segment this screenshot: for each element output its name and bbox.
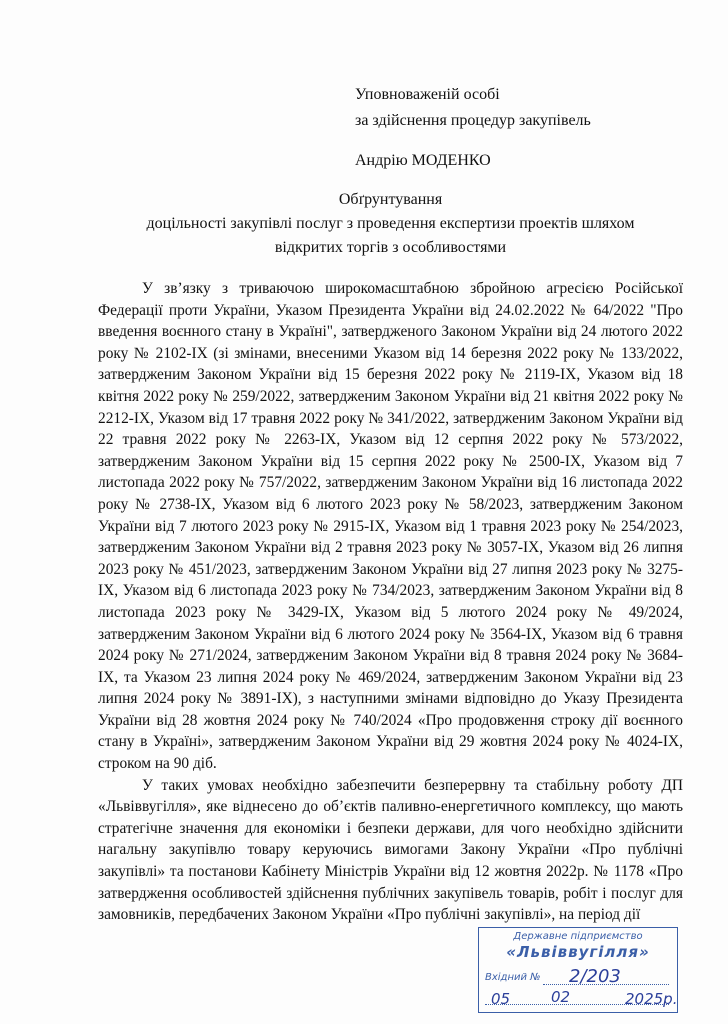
stamp-org: Державне підприємство <box>513 931 643 942</box>
stamp-day: 05 <box>491 990 511 1008</box>
addressee-name: Андрію МОДЕНКО <box>355 152 491 169</box>
stamp-year: 2025р. <box>625 990 678 1008</box>
body-paragraph-2: У таких умовах необхідно забезпечити безперервну та стабільну роботу ДП «Львіввугілля», яке віднесено до об’єктів паливно-енергетичного комплексу, що мають стратегічне значення для економіки і безпеки держави, для чого необхідно здійснити нагальну закупівлю товару керуючись вимогами Закону України «Про публічні закупівлі» та постанови Кабінету Міністрів України від 12 жовтня 2022р. № 1178 «Про затвердження особливостей здійснення публічних закупівель товарів, робіт і послуг для замовників, передбачених Законом України «Про публічні закупівлі», на період дії <box>98 776 683 924</box>
addressee-block <box>355 82 591 174</box>
title-line-1: Обґрунтування <box>338 191 443 208</box>
document-body <box>98 278 683 926</box>
stamp-incoming-number: 2/203 <box>569 966 621 987</box>
title-line-3: відкритих торгів з особливостями <box>274 239 507 256</box>
registration-stamp <box>478 927 678 1013</box>
document-title <box>98 188 683 260</box>
title-line-2: доцільності закупівлі послуг з проведення експертизи проектів шляхом <box>146 215 635 232</box>
stamp-month: 02 <box>551 988 571 1006</box>
addressee-line-1: Уповноваженій особі <box>355 86 500 103</box>
stamp-incoming-row <box>485 966 621 987</box>
addressee-line-2: за здійснення процедур закупівель <box>355 112 591 129</box>
stamp-incoming-label: Вхідний № <box>485 972 541 983</box>
body-paragraph-1: У зв’язку з триваючою широкомасштабною збройною агресією Російської Федерації проти України, Указом Президента України від 24.02.2022 № 64/2022 "Про введення воєнного стану в Україні", затвердженого Законом України від 24 лютого 2022 року № 2102-IX (зі змінами, внесеними Указом від 14 березня 2022 року № 133/2022, затвердженим Законом України від 15 березня 2022 року № 2119-IX, Указом від 18 квітня 2022 року № 259/2022, затвердженим Законом України від 21 квітня 2022 року № 2212-IX, Указом від 17 травня 2022 року № 341/2022, затвердженим Законом України від 22 травня 2022 року № 2263-IX, Указом від 12 серпня 2022 року № 573/2022, затвердженим Законом України від 15 серпня 2022 року № 2500-IX, Указом від 7 листопада 2022 року № 757/2022, затвердженим Законом України від 16 листопада 2022 року № 2738-IX, Указом від 6 лютого 2023 року № 58/2023, затвердженим Законом України від 7 лютого 2023 року № 2915-IX, Указом від 1 травня 2023 року № 254/2023, затвердженим Законом України від 2 травня 2023 року № 3057-IX, Указом від 26 липня 2023 року № 451/2023, затвердженим Законом України від 27 липня 2023 року № 3275-IX, Указом від 6 листопада 2023 року № 734/2023, затвердженим Законом України від 8 листопада 2023 року № 3429-IX, Указом від 5 лютого 2024 року № 49/2024, затвердженим Законом України від 6 лютого 2024 року № 3564-IX, Указом від 6 травня 2024 року № 271/2024, затвердженим Законом України від 8 травня 2024 року № 3684-IX, та Указом 23 липня 2024 року № 469/2024, затвердженим Законом України від 23 липня 2024 року № 3891-IX), з наступними змінами відповідно до Указу Президента України від 28 жовтня 2024 року № 740/2024 «Про продовження строку дії воєнного стану в Україні», затвердженим Законом України від 29 жовтня 2024 року № 4024-IX, строком на 90 діб. <box>98 280 683 773</box>
stamp-org-name: «Львіввугілля» <box>506 943 650 961</box>
